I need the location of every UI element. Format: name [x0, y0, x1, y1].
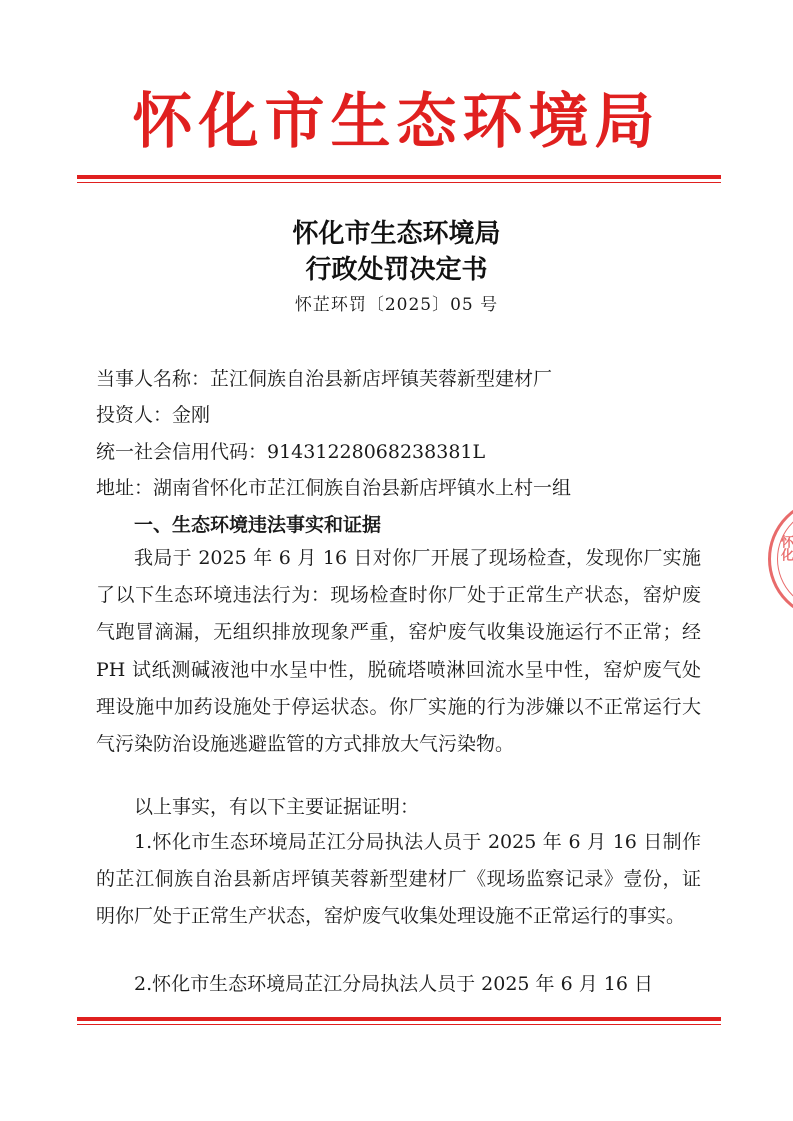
section-heading: 一、生态环境违法事实和证据	[134, 514, 382, 536]
masthead-rule-thick	[77, 175, 721, 179]
footer-rule-thin	[77, 1024, 721, 1025]
footer-rule-thick	[77, 1017, 721, 1021]
evidence-intro-paragraph: 以上事实，有以下主要证据证明：	[134, 796, 420, 818]
party-credit-code: 统一社会信用代码：91431228068238381L	[96, 441, 486, 463]
agency-masthead: 怀化市生态环境局	[132, 87, 661, 157]
evidence-item-1: 1.怀化市生态环境局芷江分局执法人员于 2025 年 6 月 16 日制作的芷江侗族自治县新店坪镇芙蓉新型建材厂《现场监察记录》壹份，证明你厂处于正常生产状态，窑炉废气收集处理设施不正常运行的事实。	[96, 831, 701, 928]
document-title-line2: 行政处罚决定书	[305, 255, 488, 285]
document-number: 怀芷环罚〔2025〕05 号	[294, 295, 499, 315]
official-seal	[768, 498, 793, 620]
party-name: 当事人名称：芷江侗族自治县新店坪镇芙蓉新型建材厂	[96, 368, 553, 390]
seal-text: 怀化	[778, 535, 793, 561]
document-title-line1: 怀化市生态环境局	[292, 219, 501, 249]
violation-facts-paragraph: 我局于 2025 年 6 月 16 日对你厂开展了现场检查，发现你厂实施了以下生态环境违法行为：现场检查时你厂处于正常生产状态，窑炉废气跑冒滴漏，无组织排放现象严重，窑炉废气收集设施运行不正常；经 PH 试纸测碱液池中水呈中性，脱硫塔喷淋回流水呈中性，窑炉废气处理设施中加药设施处于停运状态。你厂实施的行为涉嫌以不正常运行大气污染防治设施逃避监管的方式排放大气污染物。	[96, 547, 701, 756]
evidence-item-2: 2.怀化市生态环境局芷江分局执法人员于 2025 年 6 月 16 日	[134, 973, 653, 995]
party-investor: 投资人：金刚	[96, 404, 211, 426]
masthead-rule-thin	[77, 182, 721, 183]
party-address: 地址：湖南省怀化市芷江侗族自治县新店坪镇水上村一组	[96, 477, 572, 499]
